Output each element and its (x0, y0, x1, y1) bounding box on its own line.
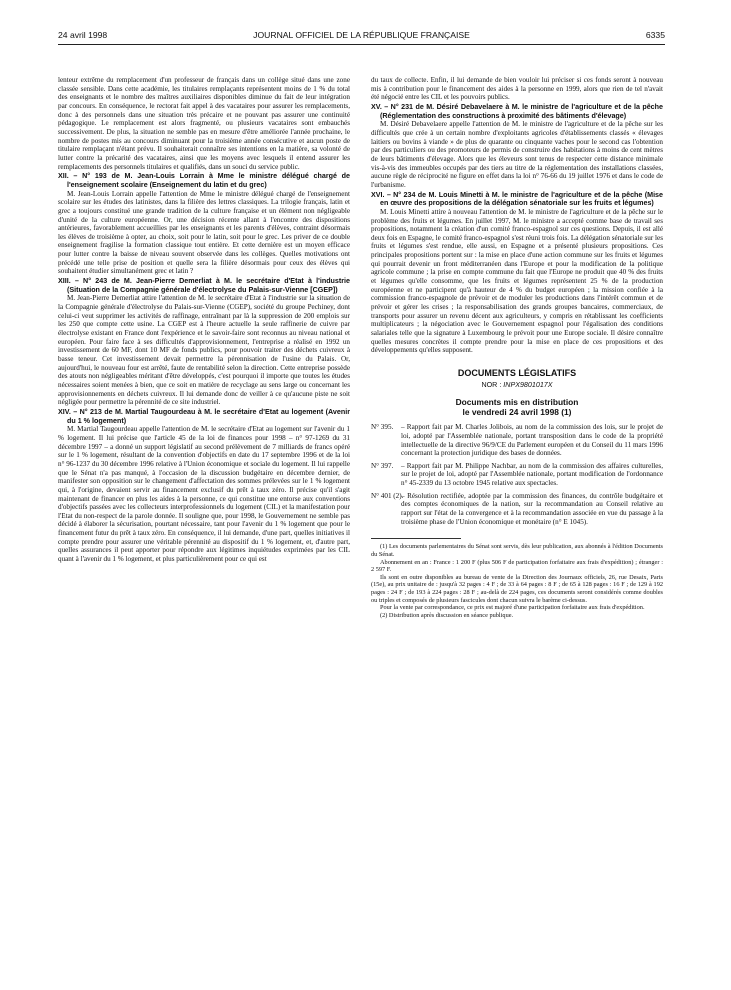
distribution-title-line: Documents mis en distribution (455, 397, 579, 407)
question-body: M. Louis Minetti attire à nouveau l'attention de M. le ministre de l'agriculture et de la pêche sur le problème des fruits et légumes. En juillet 1997, M. le ministre a accepté comme base de travail ses propositions, notamment la création d'un comité franco-espagnol sur ces questions. Depuis, il est allé deux fois en Espagne, le comité franco-espagnol s'est réuni trois fois. La délégation sénatoriale sur les fruits et légumes s'est rendue, elle aussi, en Espagne et a présenté plusieurs propositions. Ces principales propositions portent sur : la mise en place d'une action commune sur les fruits et légumes qui pourrait devenir un front méditerranéen dans l'Europe et pour la modification de la politique agricole commune ; la prise en compte commune du fait que l'Europe ne produit que 40 % des fruits et légumes qu'elle consomme, que les fruits et légumes représentent 25 % de la production européenne et ne participent qu'à hauteur de 4 % du budget européen ; la mission confiée à la commission franco-espagnole de prévoir et de moduler les productions dans l'intérêt commun et de prévoir et gérer les crises ; la responsabilisation des grands groupes bancaires, commerciaux, de transports pour assurer un revenu décent aux agriculteurs, y compris en rétablissant les coefficients multiplicateurs ; la négociation avec le Gouvernement espagnol pour l'égalisation des conditions salariales telle que la signature à Luxembourg le prévoit pour une Europe sociale. Il désire connaître quelles mesures concrètes il compte prendre pour la mise en place de ces propositions et des développements qu'elles supposent. (371, 207, 663, 355)
footnote-subscription: Abonnement en an : France : 1 200 F (plus 506 F de participation forfaitaire aux frais d'expédition) ; étranger : 2 597 F. (371, 558, 663, 574)
question-heading: XIV. – N° 213 de M. Martial Taugourdeau à M. le secrétaire d'Etat au logement (Avenir du 1 % logement) (58, 407, 350, 425)
question-heading: XII. – N° 193 de M. Jean-Louis Lorrain à Mme le ministre délégué chargé de l'enseignement scolaire (Enseignement du latin et du grec) (58, 172, 350, 189)
header-divider (58, 44, 665, 45)
nor-reference (371, 381, 663, 390)
footnote: (2) Distribution après discussion en séance publique. (380, 611, 514, 619)
left-column (58, 76, 350, 564)
distribution-title (371, 398, 663, 417)
right-column (371, 76, 663, 619)
document-number: N° 395. (371, 423, 394, 432)
nor-code: INPX9801017X (503, 381, 553, 389)
section-title: DOCUMENTS LÉGISLATIFS (457, 368, 577, 378)
distribution-title-line: le vendredi 24 avril 1998 (1) (462, 406, 572, 417)
question-heading: XIII. – N° 243 de M. Jean-Pierre Demerliat à M. le secrétaire d'Etat à l'industrie (Situation de la Compagnie générale d'électrolyse du Palais-sur-Vienne [CGEP]) (58, 277, 350, 294)
footnotes (371, 543, 663, 619)
question-heading: XVI. – N° 234 de M. Louis Minetti à M. le ministre de l'agriculture et de la pêche (Mise en œuvre des propositions de la délégation sénatoriale sur les fruits et légumes) (371, 190, 663, 208)
document-item (371, 462, 663, 488)
document-text: – Rapport fait par M. Charles Jolibois, au nom de la commission des lois, sur le projet de loi, adopté par l'Assemblée nationale, portant transposition dans le code de la propriété intellectuelle de la directive 96/9/CE du Parlement européen et du Conseil du 11 mars 1996 concernant la protection juridique des bases de données. (401, 423, 663, 458)
question-body: M. Martial Taugourdeau appelle l'attention de M. le secrétaire d'Etat au logement sur l'avenir du 1 % logement. Il lui précise que l'article 45 de la loi de finances pour 1998 – n° 97-1269 du 31 décembre 1997 – a donné un support législatif au second prélèvement de 7 milliards de francs opéré sur le 1 % logement, résultant de la convention d'objectifs en date du 17 septembre 1996 et de la loi n° 96-1237 du 30 décembre 1996 relative à l'Union économique et sociale du logement. Il lui rappelle que le Sénat n'a pas manqué, à l'occasion de la discussion budgétaire en décembre dernier, de manifester son opposition sur le changement d'affectation des sommes prélevées sur le 1 % logement qui, à l'origine, devaient servir au financement exclusif du prêt à taux zéro. Il précise qu'il s'agit maintenant de financer en plus les aides à la personne, ce qui constitue une entorse aux conventions d'objectifs passées avec les collecteurs interprofessionnels du logement (CIL) et la manifestation pour l'Etat du non-respect de la parole donnée. Il souligne que, pour 1998, le Gouvernement ne semble pas décidé à élaborer la sécurisation, pourtant nécessaire, tant pour l'avenir du 1 % logement que pour le financement futur du prêt à taux zéro. En conséquence, il lui demande, d'une part, quelles initiatives il compte prendre pour assurer une véritable pérennité au dispositif du 1 % logement, et, d'autre part, quelles assurances il peut apporter pour répondre aux légitimes inquiétudes exprimées par les CIL quant à l'avenir du 1 % logement, et plus particulièrement pour ce qui est (58, 425, 350, 564)
question-heading: XV. – N° 231 de M. Désiré Debavelaere à M. le ministre de l'agriculture et de la pêche (Réglementation des constructions à proximité des bâtiments d'élevage) (371, 102, 663, 120)
document-item (371, 423, 663, 458)
paragraph: lenteur extrême du remplacement d'un professeur de français dans un collège situé dans une zone classée sensible. Dans cette académie, les titulaires remplaçants représentent moins de 1 % du total des enseignants et le nombre des maîtres auxiliaires disponibles diminue du fait de leur intégration par concours. En conséquence, le rectorat fait appel à des vacataires pour assurer les remplacements, donc à des personnels dans une situation très précaire et ne pouvant pas assurer une continuité pédagogique. Le remplacement est alors fragmenté, ou plusieurs vacataires sont embauchés successivement. De plus, la situation ne semble pas en mesure d'être améliorée l'année prochaine, le nombre de postes mis au concours diminuant pour la troisième année consécutive et aucun poste de titulaire remplaçant n'étant prévu. Il souhaiterait connaître ses intentions en la matière, sa volonté de lutter contre la précarité des vacataires, ainsi que les moyens avec lesquels il entend assurer les remplacements des personnels titulaires et qualifiés, dans un souci du service public. (58, 76, 350, 171)
document-item (371, 492, 663, 527)
page-number: 6335 (645, 30, 665, 40)
question-body: M. Jean-Pierre Demerliat attire l'attention de M. le secrétaire d'Etat à l'industrie sur la situation de la Compagnie générale d'électrolyse du Palais-sur-Vienne (CGEP), société du groupe Pechiney, dont celui-ci veut supprimer les activités de raffinage, entraînant par là la suppression de 200 emplois sur les 250 que compte cette usine. La CGEP est à l'heure actuelle la seule raffinerie de cuivre par électrolyse existant en France dont l'expérience et le savoir-faire sont reconnus au niveau national et européen. Pour faire face à ses difficultés d'approvisionnement, l'entreprise a réalisé en 1992 un investissement de 60 MF, dont 10 MF de fonds publics, pour pouvoir traiter des déchets cuivreux à basse teneur. Cet investissement devait permettre la pérennisation de l'usine du Palais. Or, aujourd'hui, le nouveau four est arrêté, faute de rentabilité selon la direction. Cette entreprise possède des atouts non négligeables méritant d'être développés, c'est pourquoi il importe que toutes les études nécessaires soient menées à bien, que ce soit en matière de recyclage au sens large ou concernant les approvisionnements en déchets cuivreux. Il lui demande donc de veiller à ce qu'aucune piste ne soit négligée pour permettre la pérennité de ce site industriel. (58, 294, 350, 407)
document-text: – Résolution rectifiée, adoptée par la commission des finances, du contrôle budgétaire et des comptes économiques de la nation, sur la recommandation au Conseil relative au rapport sur l'état de la convergence et à la recommandation associée en vue du passage à la troisième phase de l'Union économique et monétaire (n° E 1045). (401, 491, 663, 526)
footnote-mail-order: Pour la vente par correspondance, ce prix est majoré d'une participation forfaitaire aux frais d'expédition. (380, 604, 645, 612)
footnote-sales: Ils sont en outre disponibles au bureau de vente de la Direction des Journaux officiels, 26, rue Desaix, Paris (15e), au prix unitaire de : jusqu'à 32 pages : 4 F ; de 33 à 64 pages : 8 F ; de 65 à 128 pages : 16 F ; de 129 à 192 pages : 24 F ; de 193 à 224 pages : 28 F ; au-delà de 224 pages, ces documents seront considérés comme doubles ou triples et composés de plusieurs fascicules dont chacun suivra le barème ci-dessus. (371, 573, 663, 604)
paragraph: du taux de collecte. Enfin, il lui demande de bien vouloir lui préciser si ces fonds seront à nouveau mis à contribution pour le financement des aides à la personne en 1999, alors que rien de tel n'avait été négocié entre les CIL et les pouvoirs publics. (371, 76, 663, 102)
header-date: 24 avril 1998 (58, 30, 108, 40)
footnote: (1) Les documents parlementaires du Sénat sont servis, dès leur publication, aux abonnés à l'édition Documents du Sénat. (371, 543, 663, 558)
nor-label: NOR : (481, 381, 502, 389)
question-body: M. Désiré Debavelaere appelle l'attention de M. le ministre de l'agriculture et de la pêche sur les difficultés que crée à un certain nombre d'exploitants agricoles d'établissements classés « élevages laitiers ou bovins à viande » de plus de quarante ou cinquante vaches pour le second cas l'obtention par des particuliers ou des promoteurs de permis de construire des habitations à moins de cent mètres de leurs bâtiments d'élevage. Alors que les éleveurs sont tenus de respecter cette distance minimale vis-à-vis des immeubles occupés par des tiers au titre de la réglementation des installations classées, aucune règle de réciprocité ne figure en effet dans la loi n° 76-66 du 19 juillet 1976 et dans le code de l'urbanisme. (371, 120, 663, 189)
document-number: N° 397. (371, 461, 394, 470)
document-number: N° 401 (2). (371, 491, 404, 500)
journal-title: JOURNAL OFFICIEL DE LA RÉPUBLIQUE FRANÇAISE (253, 30, 470, 40)
document-text: – Rapport fait par M. Philippe Nachbar, au nom de la commission des affaires culturelles, sur le projet de loi, adopté par l'Assemblée nationale, portant modification de l'ordonnance n° 45-2339 du 13 octobre 1945 relative aux spectacles. (401, 461, 663, 488)
footnote-divider (371, 538, 461, 539)
question-body: M. Jean-Louis Lorrain appelle l'attention de Mme le ministre délégué chargé de l'enseignement scolaire sur les études des latinistes, dans la filière des lettres classiques. La trilogie français, latin et grec a toujours constitué une grande tradition de la culture française et un élément non négligeable d'unité de la culture européenne. Or, une décision récente allant à l'encontre des dispositions antérieures, favorablement accueillies par les enseignants et les parents d'élèves, contraint désormais les élèves de troisième à opter, au choix, soit pour le latin, soit pour le grec. Les priver de ce double enseignement fragilise la formation classique tout entière. Et cette dernière est un moyen efficace pour lutter contre la baisse de niveau souvent observée dans les collèges. Quelles motivations ont précédé une telle prise de position et quelle sera la filière désormais pour ceux des élèves qui souhaitent étudier simultanément grec et latin ? (58, 189, 350, 276)
